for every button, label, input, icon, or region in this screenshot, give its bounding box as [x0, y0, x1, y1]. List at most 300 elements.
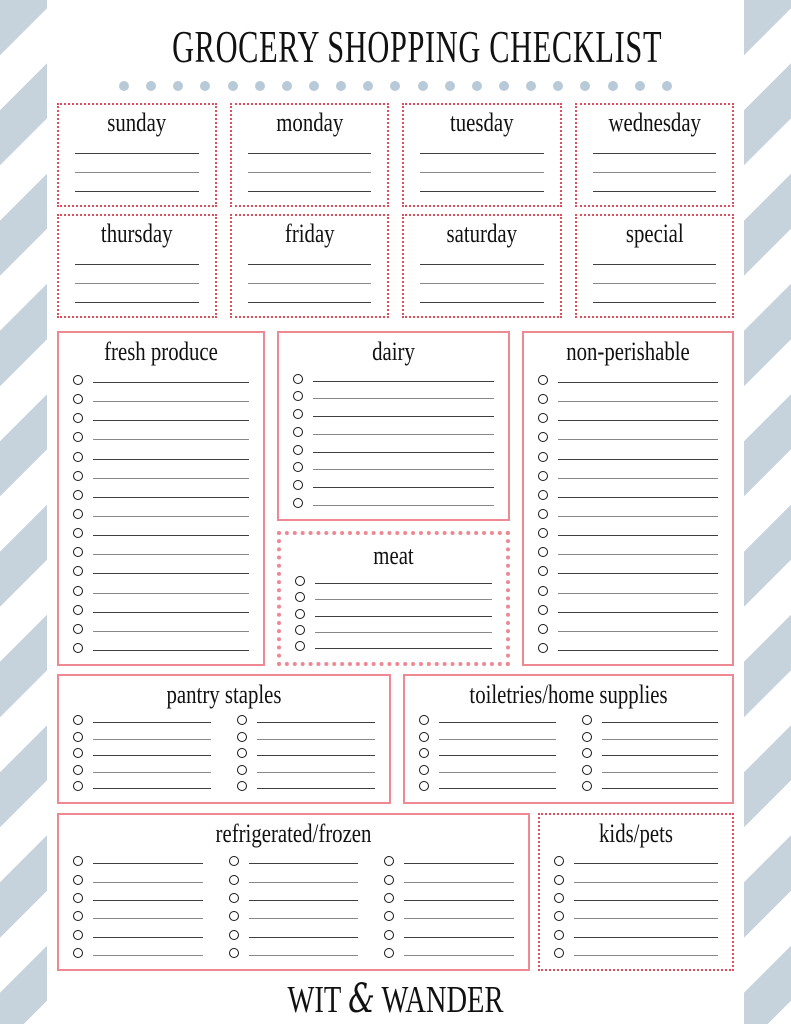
blank-line: [404, 900, 514, 901]
blank-line: [313, 398, 494, 399]
day-box-wednesday: [575, 103, 735, 207]
checklist-row: [554, 922, 718, 940]
checklist-row: [582, 776, 719, 792]
blank-line: [93, 650, 249, 651]
checkbox-circle-icon: [73, 490, 83, 500]
checklist-row: [384, 867, 514, 885]
checkbox-circle-icon: [538, 432, 548, 442]
checklist-row: [538, 635, 718, 654]
blank-line: [257, 739, 375, 740]
checkbox-circle-icon: [419, 765, 429, 775]
checkbox-circle-icon: [538, 586, 548, 596]
blank-line: [257, 722, 375, 723]
checklist-row: [73, 443, 249, 462]
blank-line: [602, 772, 719, 773]
write-line-row: [75, 138, 199, 157]
stripe-decoration-right: [744, 0, 791, 1024]
checklist-row: [293, 473, 494, 491]
checklist: [73, 849, 203, 959]
checklist-row: [384, 886, 514, 904]
blank-line: [439, 722, 556, 723]
blank-line: [420, 172, 544, 173]
write-line-row: [248, 287, 372, 306]
write-line-row: [420, 287, 544, 306]
blank-line: [558, 401, 718, 402]
dot-icon: [119, 81, 129, 91]
section-dairy: [277, 331, 510, 521]
checklist: [73, 710, 211, 792]
middle-column: [277, 331, 510, 666]
blank-line: [404, 955, 514, 956]
write-line-row: [420, 138, 544, 157]
blank-line: [75, 283, 199, 284]
checklist-row: [73, 424, 249, 443]
checkbox-circle-icon: [237, 732, 247, 742]
checklist-row: [229, 941, 359, 959]
dot-icon: [472, 81, 482, 91]
checklist-row: [293, 367, 494, 385]
day-label: friday: [284, 219, 335, 248]
day-label: tuesday: [449, 108, 514, 137]
section-label: toiletries/home supplies: [469, 680, 668, 709]
checkbox-circle-icon: [582, 715, 592, 725]
checkbox-circle-icon: [293, 462, 303, 472]
checklist-row: [419, 726, 556, 742]
blank-line: [93, 554, 249, 555]
blank-line: [313, 381, 494, 382]
blank-line: [257, 755, 375, 756]
checkbox-circle-icon: [295, 641, 305, 651]
blank-line: [439, 755, 556, 756]
checklist-row: [582, 710, 719, 726]
checklist-row: [419, 759, 556, 775]
checklist-row: [295, 620, 492, 636]
blank-line: [93, 955, 203, 956]
checklist-row: [73, 867, 203, 885]
blank-line: [558, 535, 718, 536]
checklist-row: [73, 635, 249, 654]
blank-line: [574, 900, 718, 901]
days-grid: [57, 103, 734, 318]
day-box-thursday: [57, 214, 217, 318]
blank-line: [558, 612, 718, 613]
blank-line: [93, 882, 203, 883]
checkbox-circle-icon: [582, 781, 592, 791]
blank-line: [93, 722, 211, 723]
blank-line: [93, 788, 211, 789]
write-line-row: [593, 268, 717, 287]
blank-line: [93, 497, 249, 498]
checkbox-circle-icon: [73, 781, 83, 791]
checkbox-circle-icon: [419, 781, 429, 791]
checklist-row: [73, 904, 203, 922]
blank-line: [249, 900, 359, 901]
checklist-row: [73, 710, 211, 726]
checklist-row: [229, 886, 359, 904]
checklist-row: [73, 941, 203, 959]
checklist-row: [582, 759, 719, 775]
checklist-row: [293, 456, 494, 474]
blank-line: [602, 722, 719, 723]
checkbox-circle-icon: [582, 748, 592, 758]
blank-line: [574, 955, 718, 956]
checklist-row: [237, 726, 375, 742]
write-line-row: [420, 268, 544, 287]
blank-line: [313, 452, 494, 453]
write-line-row: [593, 287, 717, 306]
write-line-row: [75, 249, 199, 268]
dot-icon: [662, 81, 672, 91]
blank-line: [93, 401, 249, 402]
blank-line: [558, 459, 718, 460]
write-line-row: [593, 138, 717, 157]
checklist-row: [538, 558, 718, 577]
checkbox-circle-icon: [554, 875, 564, 885]
section-non-perishable: [522, 331, 734, 666]
checklist-row: [538, 520, 718, 539]
blank-line: [574, 863, 718, 864]
checklist-row: [293, 438, 494, 456]
checklist-row: [73, 386, 249, 405]
checklist-row: [73, 743, 211, 759]
brand-word: WANDER: [381, 979, 504, 1021]
checkbox-circle-icon: [538, 547, 548, 557]
dot-icon: [553, 81, 563, 91]
checkbox-circle-icon: [73, 875, 83, 885]
blank-line: [315, 632, 492, 633]
checklist-row: [73, 405, 249, 424]
checkbox-circle-icon: [73, 566, 83, 576]
checklist-columns: [73, 710, 375, 792]
checkbox-circle-icon: [73, 930, 83, 940]
blank-line: [593, 172, 717, 173]
checklist-row: [73, 616, 249, 635]
checkbox-circle-icon: [538, 452, 548, 462]
checkbox-circle-icon: [295, 576, 305, 586]
checklist-row: [73, 520, 249, 539]
checkbox-circle-icon: [538, 509, 548, 519]
blank-line: [420, 264, 544, 265]
checkbox-circle-icon: [237, 748, 247, 758]
blank-line: [602, 755, 719, 756]
checkbox-circle-icon: [229, 911, 239, 921]
section-meat: [277, 531, 510, 666]
checkbox-circle-icon: [554, 948, 564, 958]
day-box-saturday: [402, 214, 562, 318]
dot-icon: [282, 81, 292, 91]
write-line-row: [75, 157, 199, 176]
blank-line: [404, 882, 514, 883]
checklist-row: [538, 616, 718, 635]
checkbox-circle-icon: [384, 856, 394, 866]
checklist-row: [295, 571, 492, 587]
section-fresh-produce: [57, 331, 265, 666]
blank-line: [558, 478, 718, 479]
checklist-row: [419, 710, 556, 726]
checklist-row: [293, 491, 494, 509]
day-label: special: [625, 219, 684, 248]
blank-line: [439, 788, 556, 789]
checklist-row: [73, 367, 249, 386]
checklist: [293, 367, 494, 509]
blank-line: [315, 599, 492, 600]
blank-line: [574, 937, 718, 938]
checklist: [295, 571, 492, 652]
blank-line: [93, 631, 249, 632]
checkbox-circle-icon: [384, 875, 394, 885]
checklist-row: [229, 922, 359, 940]
blank-line: [248, 191, 372, 192]
day-box-special: [575, 214, 735, 318]
blank-line: [248, 172, 372, 173]
checklist-row: [538, 597, 718, 616]
checkbox-circle-icon: [293, 480, 303, 490]
checklist: [538, 367, 718, 654]
checklist-row: [293, 385, 494, 403]
blank-line: [558, 439, 718, 440]
section-pantry-staples: [57, 674, 391, 804]
checklist-row: [73, 922, 203, 940]
checklist-row: [73, 759, 211, 775]
checklist-row: [554, 849, 718, 867]
blank-line: [248, 264, 372, 265]
section-label: fresh produce: [104, 337, 218, 366]
write-line-row: [248, 157, 372, 176]
checklist-row: [538, 539, 718, 558]
checkbox-circle-icon: [73, 856, 83, 866]
checkbox-circle-icon: [538, 394, 548, 404]
checkbox-circle-icon: [582, 765, 592, 775]
checkbox-circle-icon: [293, 391, 303, 401]
blank-line: [257, 788, 375, 789]
blank-line: [249, 937, 359, 938]
checklist-row: [237, 743, 375, 759]
section-kids-pets: [538, 813, 734, 971]
checklist-row: [538, 577, 718, 596]
day-box-monday: [230, 103, 390, 207]
checkbox-circle-icon: [554, 911, 564, 921]
checklist-row: [295, 636, 492, 652]
checkbox-circle-icon: [538, 471, 548, 481]
day-lines: [587, 249, 723, 306]
blank-line: [404, 863, 514, 864]
checklist-row: [73, 849, 203, 867]
checklist: [582, 710, 719, 792]
checkbox-circle-icon: [538, 624, 548, 634]
dot-icon: [228, 81, 238, 91]
checkbox-circle-icon: [554, 893, 564, 903]
blank-line: [313, 434, 494, 435]
checkbox-circle-icon: [73, 715, 83, 725]
checklist-row: [229, 849, 359, 867]
dot-icon: [635, 81, 645, 91]
checklist: [73, 367, 249, 654]
checklist-row: [237, 710, 375, 726]
checkbox-circle-icon: [554, 930, 564, 940]
blank-line: [93, 420, 249, 421]
blank-line: [420, 191, 544, 192]
day-label: sunday: [107, 108, 167, 137]
write-line-row: [420, 249, 544, 268]
blank-line: [249, 863, 359, 864]
checkbox-circle-icon: [419, 715, 429, 725]
blank-line: [558, 650, 718, 651]
write-line-row: [248, 138, 372, 157]
blank-line: [248, 283, 372, 284]
blank-line: [257, 772, 375, 773]
checkbox-circle-icon: [73, 509, 83, 519]
checklist-row: [73, 558, 249, 577]
blank-line: [93, 535, 249, 536]
checklist-row: [73, 597, 249, 616]
dot-icon: [363, 81, 373, 91]
blank-line: [558, 497, 718, 498]
checkbox-circle-icon: [384, 911, 394, 921]
checkbox-circle-icon: [73, 732, 83, 742]
blank-line: [93, 739, 211, 740]
blank-line: [574, 882, 718, 883]
checklist-row: [73, 577, 249, 596]
checkbox-circle-icon: [419, 732, 429, 742]
checkbox-circle-icon: [554, 856, 564, 866]
checkbox-circle-icon: [538, 528, 548, 538]
blank-line: [593, 283, 717, 284]
checkbox-circle-icon: [73, 528, 83, 538]
day-lines: [242, 138, 378, 195]
checkbox-circle-icon: [73, 624, 83, 634]
blank-line: [558, 554, 718, 555]
blank-line: [75, 153, 199, 154]
checkbox-circle-icon: [229, 875, 239, 885]
blank-line: [93, 900, 203, 901]
write-line-row: [75, 268, 199, 287]
blank-line: [75, 172, 199, 173]
page-content: [47, 0, 744, 1024]
day-lines: [242, 249, 378, 306]
checklist-row: [582, 726, 719, 742]
blank-line: [439, 739, 556, 740]
write-line-row: [75, 287, 199, 306]
blank-line: [249, 882, 359, 883]
checklist: [229, 849, 359, 959]
day-label: wednesday: [608, 108, 701, 137]
checklist-row: [538, 386, 718, 405]
blank-line: [93, 593, 249, 594]
checkbox-circle-icon: [293, 409, 303, 419]
section-label: refrigerated/frozen: [215, 819, 372, 848]
checkbox-circle-icon: [73, 643, 83, 653]
checklist-row: [538, 443, 718, 462]
blank-line: [93, 772, 211, 773]
blank-line: [558, 593, 718, 594]
blank-line: [93, 459, 249, 460]
blank-line: [420, 153, 544, 154]
day-box-tuesday: [402, 103, 562, 207]
checklist-row: [554, 904, 718, 922]
blank-line: [315, 616, 492, 617]
checklist: [237, 710, 375, 792]
checkbox-circle-icon: [293, 427, 303, 437]
blank-line: [315, 583, 492, 584]
blank-line: [93, 382, 249, 383]
dot-icon: [526, 81, 536, 91]
write-line-row: [248, 249, 372, 268]
blank-line: [558, 516, 718, 517]
checkbox-circle-icon: [237, 765, 247, 775]
day-box-sunday: [57, 103, 217, 207]
categories-grid-bottom: [57, 813, 734, 971]
checkbox-circle-icon: [293, 445, 303, 455]
checkbox-circle-icon: [293, 374, 303, 384]
checklist: [554, 849, 718, 959]
blank-line: [249, 955, 359, 956]
checkbox-circle-icon: [538, 566, 548, 576]
checklist-row: [237, 776, 375, 792]
blank-line: [315, 648, 492, 649]
checkbox-circle-icon: [295, 609, 305, 619]
checklist-row: [73, 482, 249, 501]
page-title: GROCERY SHOPPING CHECKLIST: [172, 21, 663, 72]
checklist-row: [554, 867, 718, 885]
checklist-row: [229, 904, 359, 922]
blank-line: [248, 153, 372, 154]
checkbox-circle-icon: [293, 498, 303, 508]
checkbox-circle-icon: [384, 930, 394, 940]
blank-line: [404, 918, 514, 919]
checklist-row: [73, 501, 249, 520]
write-line-row: [248, 176, 372, 195]
checkbox-circle-icon: [229, 948, 239, 958]
blank-line: [558, 420, 718, 421]
blank-line: [75, 191, 199, 192]
blank-line: [574, 918, 718, 919]
blank-line: [93, 755, 211, 756]
checkbox-circle-icon: [295, 592, 305, 602]
checkbox-circle-icon: [237, 781, 247, 791]
checkbox-circle-icon: [538, 413, 548, 423]
dot-icon: [499, 81, 509, 91]
blank-line: [404, 937, 514, 938]
dot-icon: [608, 81, 618, 91]
checkbox-circle-icon: [229, 930, 239, 940]
checklist-row: [73, 539, 249, 558]
dot-icon: [173, 81, 183, 91]
checklist-row: [554, 886, 718, 904]
blank-line: [593, 264, 717, 265]
dot-icon: [445, 81, 455, 91]
section-label: non-perishable: [566, 337, 690, 366]
checkbox-circle-icon: [582, 732, 592, 742]
brand-footer: [142, 976, 650, 1022]
day-lines: [587, 138, 723, 195]
checkbox-circle-icon: [73, 748, 83, 758]
blank-line: [313, 487, 494, 488]
checklist-row: [554, 941, 718, 959]
write-line-row: [420, 176, 544, 195]
day-lines: [69, 138, 205, 195]
dot-icon: [255, 81, 265, 91]
checkbox-circle-icon: [73, 432, 83, 442]
blank-line: [93, 573, 249, 574]
checklist-row: [419, 776, 556, 792]
write-line-row: [593, 176, 717, 195]
checkbox-circle-icon: [237, 715, 247, 725]
checkbox-circle-icon: [229, 893, 239, 903]
blank-line: [93, 439, 249, 440]
checklist: [419, 710, 556, 792]
checkbox-circle-icon: [384, 893, 394, 903]
checklist-row: [73, 463, 249, 482]
